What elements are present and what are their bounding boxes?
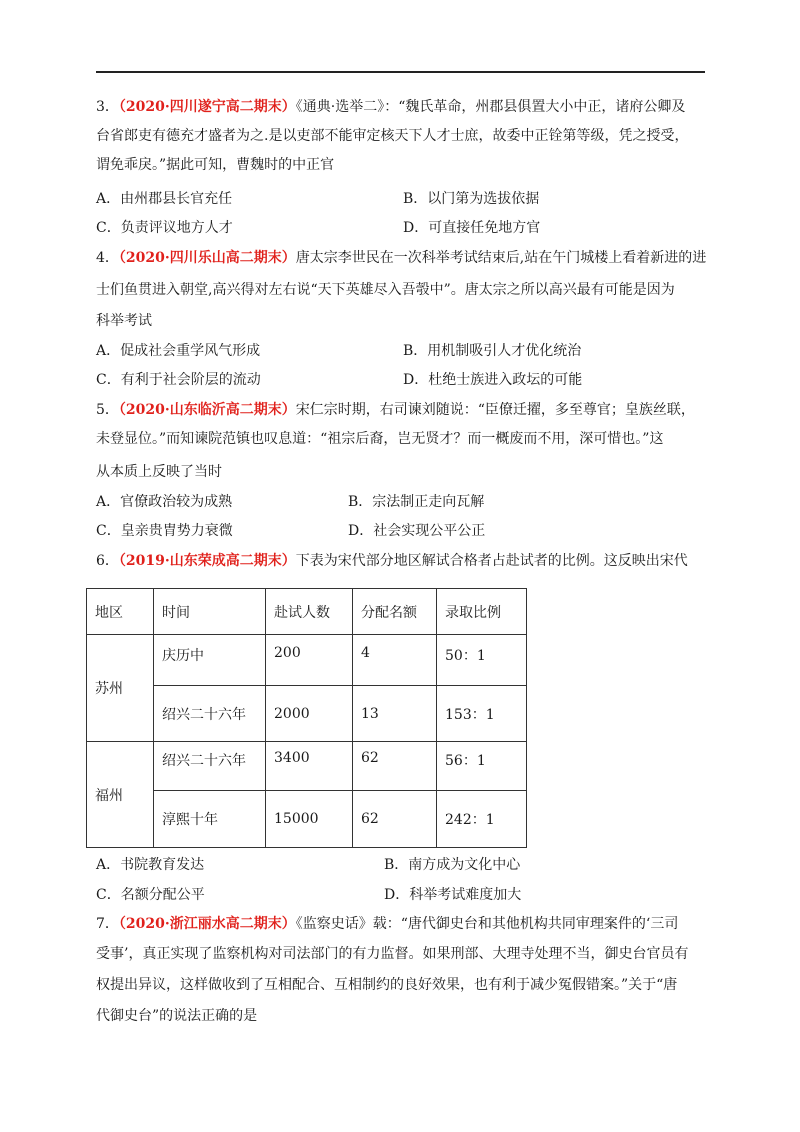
table-header-cell: 录取比例 [437,589,527,635]
table-header-cell: 时间 [154,589,266,635]
source-tag: （2020·四川乐山高二期末） [118,250,296,266]
table-cell: 56：1 [437,742,527,791]
question-number: 5． [96,402,119,418]
question-7-first-line [96,914,678,934]
table-header-cell: 分配名额 [353,589,437,635]
question-text: 士们鱼贯进入朝堂,高兴得对左右说“天下英雄尽入吾彀中”。唐太宗之所以高兴最有可能是因为 [96,282,675,298]
table-row [87,742,527,791]
option-a: A．促成社会重学风气形成 [96,343,261,359]
question-number: 7． [96,916,119,932]
question-text: 宋仁宗时期，右司谏刘随说：“臣僚迁擢，多至尊官；皇族丝联， [295,402,695,418]
exam-ratio-table [86,588,527,848]
table-cell: 200 [266,635,353,686]
question-text: 受事’，真正实现了监察机构对司法部门的有力监督。如果刑部、大理寺处理不当，御史台官员有 [96,946,689,962]
option-c: C．有利于社会阶层的流动 [96,372,261,388]
table-cell: 2000 [266,686,353,742]
question-text: 权提出异议，这样做收到了互相配合、互相制约的良好效果，也有利于减少冤假错案。”关于“唐 [96,977,678,993]
question-text: 下表为宋代部分地区解试合格者占赴试者的比例。这反映出宋代 [295,553,688,569]
option-c: C．皇亲贵胄势力衰微 [96,523,233,539]
question-number: 3． [96,99,119,115]
question-text: 《通典·选举二》：“魏氏革命，州郡县俱置大小中正，诸府公卿及 [295,99,686,115]
option-b: B．南方成为文化中心 [384,857,521,873]
question-number: 6． [96,553,119,569]
option-d: D．杜绝士族进入政坛的可能 [403,372,583,388]
question-number: 4． [96,250,119,266]
question-text: 台省郎吏有德充才盛者为之.是以吏部不能审定核天下人才士庶，故委中正铨第等级，凭之授受， [96,128,689,144]
option-b: B．以门第为选拔依据 [403,191,540,207]
source-tag: （2020·四川遂宁高二期末） [118,99,296,115]
table-cell: 62 [353,742,437,791]
question-text: 未登显位。”而知谏院范镇也叹息道：“祖宗后裔，岂无贤才？而一概废而不用，深可惜也。”这 [96,431,664,447]
table-cell: 淳熙十年 [154,791,266,848]
region-cell: 福州 [87,742,154,848]
option-c: C．名额分配公平 [96,887,205,903]
question-text: 唐太宗李世民在一次科举考试结束后,站在午门城楼上看着新进的进 [295,250,707,266]
table-cell: 15000 [266,791,353,848]
question-4-first-line [96,248,706,268]
option-b: B．宗法制正走向瓦解 [348,494,485,510]
option-b: B．用机制吸引人才优化统治 [403,343,582,359]
option-a: A．由州郡县长官充任 [96,191,233,207]
question-6-first-line [96,551,688,571]
table-cell: 242：1 [437,791,527,848]
option-d: D．可直接任免地方官 [403,220,541,236]
table-cell: 50：1 [437,635,527,686]
table-cell: 3400 [266,742,353,791]
table-cell: 62 [353,791,437,848]
source-tag: （2020·山东临沂高二期末） [118,402,296,418]
table-header-row [87,589,527,635]
region-cell: 苏州 [87,635,154,742]
table-cell: 绍兴二十六年 [154,742,266,791]
source-tag: （2020·浙江丽水高二期末） [118,916,296,932]
question-5-first-line [96,400,695,420]
question-text: 从本质上反映了当时 [96,464,222,480]
question-text: 代御史台”的说法正确的是 [96,1008,258,1024]
question-text: 科举考试 [96,313,152,329]
header-rule [96,71,705,73]
table-cell: 153：1 [437,686,527,742]
option-c: C．负责评议地方人才 [96,220,233,236]
question-3-first-line [96,97,685,117]
table-cell: 绍兴二十六年 [154,686,266,742]
table-cell: 4 [353,635,437,686]
option-a: A．官僚政治较为成熟 [96,494,233,510]
option-a: A．书院教育发达 [96,857,205,873]
question-text: 谓免乖戾。”据此可知，曹魏时的中正官 [96,157,335,173]
table-header-cell: 赴试人数 [266,589,353,635]
option-d: D．科举考试难度加大 [384,887,522,903]
table-row [87,635,527,686]
table-cell: 13 [353,686,437,742]
question-text: 《监察史话》载：“唐代御史台和其他机构共同审理案件的‘三司 [295,916,679,932]
source-tag: （2019·山东荣成高二期末） [118,553,296,569]
table-header-cell: 地区 [87,589,154,635]
table-cell: 庆历中 [154,635,266,686]
option-d: D．社会实现公平公正 [348,523,486,539]
